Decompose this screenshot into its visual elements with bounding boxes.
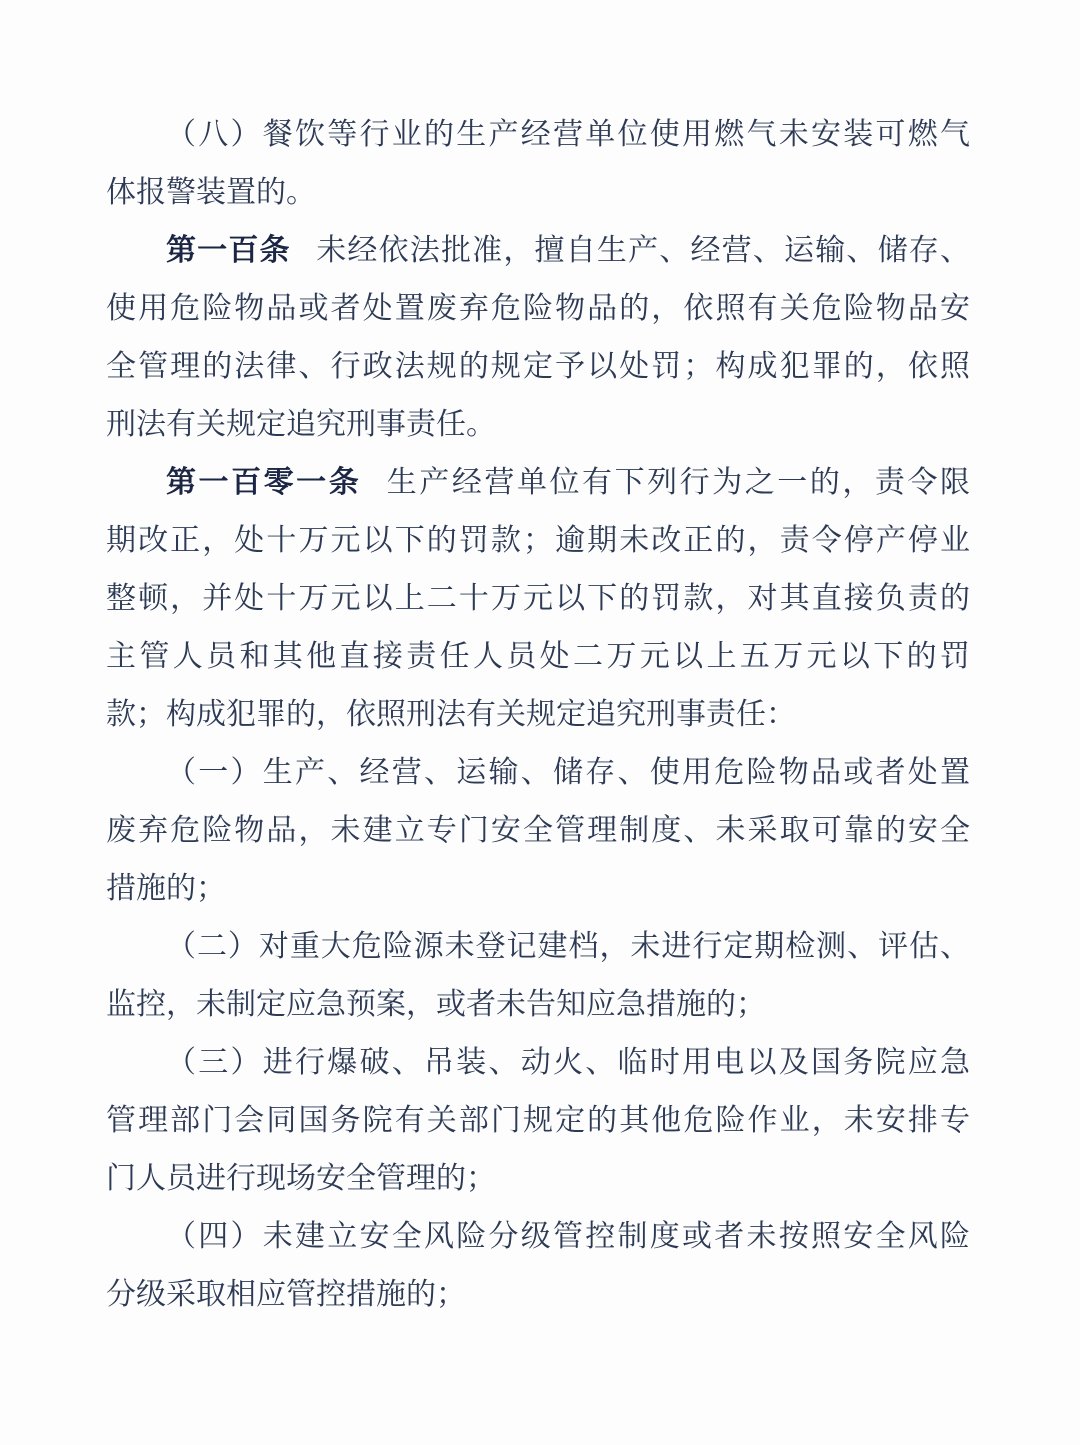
line-text: （二）对重大危险源未登记建档，未进行定期检测、评估、 bbox=[166, 930, 970, 963]
line-text: 门人员进行现场安全管理的； bbox=[106, 1162, 496, 1195]
text-line bbox=[106, 338, 970, 396]
line-text: （一）生产、经营、运输、储存、使用危险物品或者处置 bbox=[166, 756, 970, 789]
text-line bbox=[106, 1266, 970, 1324]
article-number: 第一百零一条 bbox=[166, 466, 362, 499]
article-number: 第一百条 bbox=[166, 234, 291, 267]
text-line bbox=[106, 686, 970, 744]
text-line bbox=[106, 396, 970, 454]
line-text: 全管理的法律、行政法规的规定予以处罚；构成犯罪的，依照 bbox=[106, 350, 970, 383]
line-text: 管理部门会同国务院有关部门规定的其他危险作业，未安排专 bbox=[106, 1104, 970, 1137]
line-text: （八）餐饮等行业的生产经营单位使用燃气未安装可燃气 bbox=[166, 118, 970, 151]
line-text: 主管人员和其他直接责任人员处二万元以上五万元以下的罚 bbox=[106, 640, 970, 673]
text-line bbox=[106, 280, 970, 338]
text-line bbox=[106, 454, 970, 512]
line-text: 期改正，处十万元以下的罚款；逾期未改正的，责令停产停业 bbox=[106, 524, 970, 557]
text-line bbox=[106, 164, 970, 222]
line-text: 使用危险物品或者处置废弃危险物品的，依照有关危险物品安 bbox=[106, 292, 970, 325]
text-line bbox=[106, 570, 970, 628]
text-line bbox=[106, 802, 970, 860]
text-line bbox=[106, 628, 970, 686]
line-text: （三）进行爆破、吊装、动火、临时用电以及国务院应急 bbox=[166, 1046, 970, 1079]
line-text: 废弃危险物品，未建立专门安全管理制度、未采取可靠的安全 bbox=[106, 814, 970, 847]
line-text: 整顿，并处十万元以上二十万元以下的罚款，对其直接负责的 bbox=[106, 582, 970, 615]
text-line bbox=[106, 860, 970, 918]
line-text: 未经依法批准，擅自生产、经营、运输、储存、 bbox=[316, 234, 970, 267]
text-line bbox=[106, 512, 970, 570]
line-text: 款；构成犯罪的，依照刑法有关规定追究刑事责任： bbox=[106, 698, 796, 731]
line-text: 监控，未制定应急预案，或者未告知应急措施的； bbox=[106, 988, 766, 1021]
line-text: 刑法有关规定追究刑事责任。 bbox=[106, 408, 496, 441]
text-line bbox=[106, 976, 970, 1034]
line-text: （四）未建立安全风险分级管控制度或者未按照安全风险 bbox=[166, 1220, 970, 1253]
line-text: 措施的； bbox=[106, 872, 226, 905]
text-line bbox=[106, 222, 970, 280]
law-text-block bbox=[106, 106, 970, 1324]
text-line bbox=[106, 1092, 970, 1150]
text-line bbox=[106, 744, 970, 802]
line-text: 生产经营单位有下列行为之一的，责令限 bbox=[386, 466, 970, 499]
line-text: 分级采取相应管控措施的； bbox=[106, 1278, 466, 1311]
text-line bbox=[106, 918, 970, 976]
line-text: 体报警装置的。 bbox=[106, 176, 316, 209]
text-line bbox=[106, 106, 970, 164]
text-line bbox=[106, 1208, 970, 1266]
text-line bbox=[106, 1034, 970, 1092]
text-line bbox=[106, 1150, 970, 1208]
